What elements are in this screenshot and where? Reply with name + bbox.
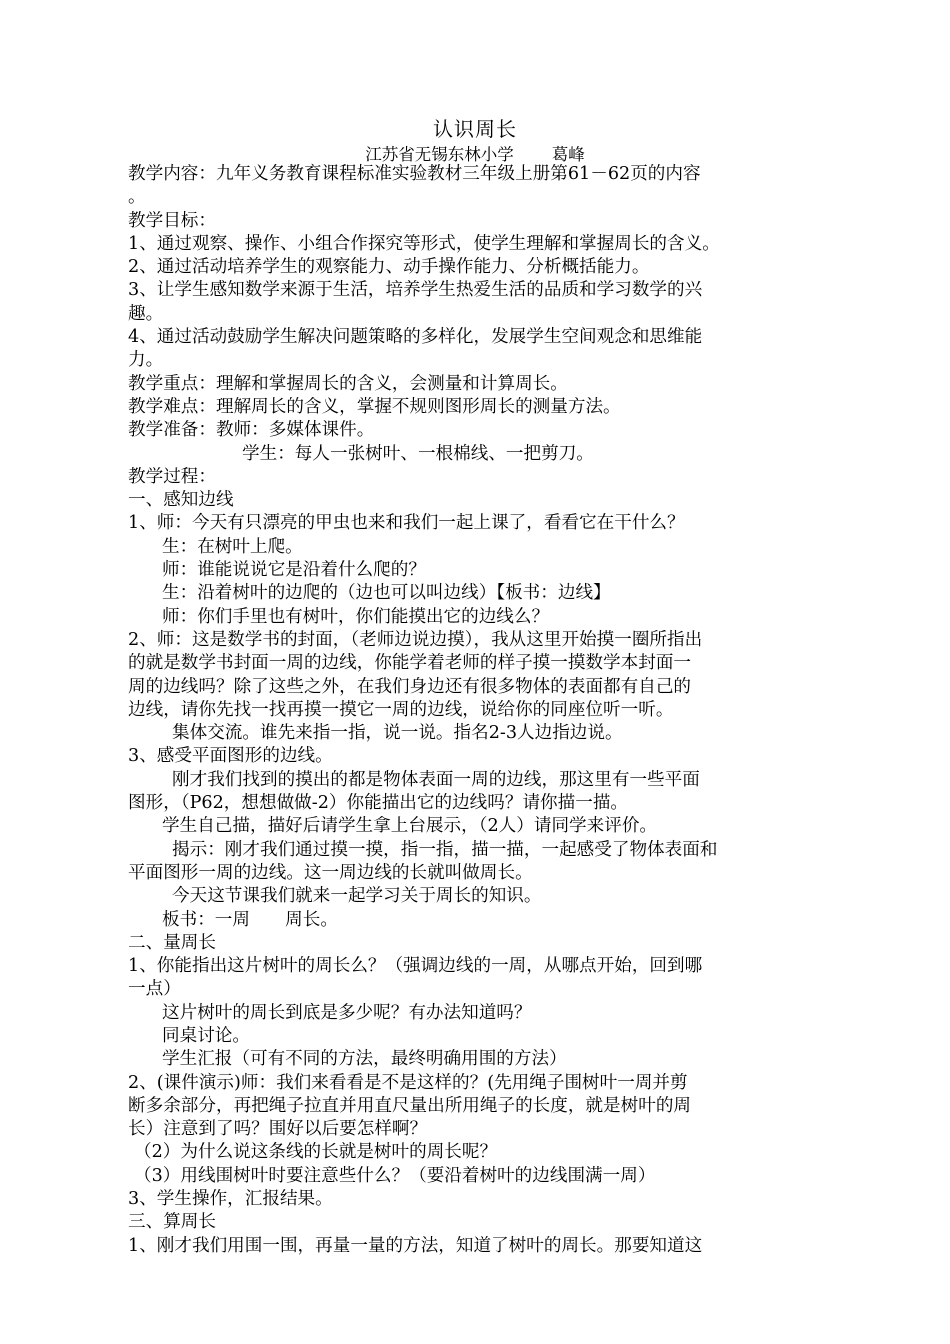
text-line: 断多余部分，再把绳子拉直并用直尺量出所用绳子的长度，就是树叶的周 bbox=[128, 1095, 692, 1116]
text-line: 平面图形一周的边线。这一周边线的长就叫做周长。 bbox=[128, 862, 533, 883]
text-line: 师：你们手里也有树叶，你们能摸出它的边线么？ bbox=[162, 606, 550, 627]
document-body bbox=[128, 163, 840, 1258]
author-school: 江苏省无锡东林小学 bbox=[365, 145, 514, 164]
text-line: 刚才我们找到的摸出的都是物体表面一周的边线，那这里有一些平面 bbox=[172, 769, 700, 790]
text-line: 板书：一周 周长。 bbox=[162, 909, 338, 930]
text-line: 生：沿着树叶的边爬的（边也可以叫边线）【板书：边线】 bbox=[162, 583, 611, 604]
text-line: 师：谁能说说它是沿着什么爬的？ bbox=[162, 560, 426, 581]
text-line: 揭示：刚才我们通过摸一摸，指一指，描一描，一起感受了物体表面和 bbox=[172, 839, 718, 860]
text-line: 二、量周长 bbox=[128, 932, 216, 953]
text-line: 教学难点：理解周长的含义，掌握不规则图形周长的测量方法。 bbox=[128, 396, 621, 417]
text-line: 一点） bbox=[128, 979, 181, 1000]
text-line: 三、算周长 bbox=[128, 1212, 216, 1233]
text-line: 同桌讨论。 bbox=[162, 1025, 250, 1046]
text-line: 3、让学生感知数学来源于生活，培养学生热爱生活的品质和学习数学的兴 bbox=[128, 280, 703, 301]
text-line: 力。 bbox=[128, 350, 164, 371]
text-line: 1、师：今天有只漂亮的甲虫也来和我们一起上课了，看看它在干什么？ bbox=[128, 513, 685, 534]
text-line: 生：在树叶上爬。 bbox=[162, 536, 303, 557]
text-line: 长）注意到了吗？围好以后要怎样啊？ bbox=[128, 1119, 428, 1140]
text-line: 3、学生操作，汇报结果。 bbox=[128, 1189, 333, 1210]
text-line: 4、通过活动鼓励学生解决问题策略的多样化，发展学生空间观念和思维能 bbox=[128, 327, 703, 348]
text-line: 1、刚才我们用围一围，再量一量的方法，知道了树叶的周长。那要知道这 bbox=[128, 1235, 703, 1256]
text-line: 1、通过观察、操作、小组合作探究等形式，使学生理解和掌握周长的含义。 bbox=[128, 233, 720, 254]
text-line: 的就是数学书封面一周的边线，你能学着老师的样子摸一摸数学本封面一 bbox=[128, 653, 692, 674]
document-title: 认识周长 bbox=[433, 117, 517, 141]
text-line: （3）用线围树叶时要注意些什么？（要沿着树叶的边线围满一周） bbox=[134, 1165, 656, 1186]
text-line: 教学过程： bbox=[128, 466, 216, 487]
text-line: 教学目标： bbox=[128, 210, 216, 231]
text-line: 教学内容：九年义务教育课程标准实验教材三年级上册第61－62页的内容 bbox=[128, 164, 701, 184]
text-line: 学生：每人一张树叶、一根棉线、一把剪刀。 bbox=[242, 443, 594, 464]
text-line: 周的边线吗？除了这些之外，在我们身边还有很多物体的表面都有自己的 bbox=[128, 676, 692, 697]
text-line: 一、感知边线 bbox=[128, 490, 234, 511]
text-line: 2、师：这是数学书的封面，（老师边说边摸），我从这里开始摸一圈所指出 bbox=[128, 629, 703, 650]
text-line: 这片树叶的周长到底是多少呢？有办法知道吗？ bbox=[162, 1002, 532, 1023]
text-line: 今天这节课我们就来一起学习关于周长的知识。 bbox=[172, 886, 542, 907]
text-line: 2、通过活动培养学生的观察能力、动手操作能力、分析概括能力。 bbox=[128, 257, 650, 278]
text-line: （2）为什么说这条线的长就是树叶的周长呢？ bbox=[134, 1142, 498, 1163]
text-line: 学生汇报（可有不同的方法，最终明确用围的方法） bbox=[162, 1049, 567, 1070]
text-line: 。 bbox=[128, 187, 146, 208]
text-line: 边线，请你先找一找再摸一摸它一周的边线，说给你的同座位听一听。 bbox=[128, 699, 674, 720]
text-line: 1、你能指出这片树叶的周长么？（强调边线的一周，从哪点开始，回到哪 bbox=[128, 956, 703, 977]
text-line: 集体交流。谁先来指一指，说一说。指名2-3人边指边说。 bbox=[172, 723, 623, 744]
author-line bbox=[0, 141, 950, 165]
text-line: 教学重点：理解和掌握周长的含义，会测量和计算周长。 bbox=[128, 373, 568, 394]
text-line: 学生自己描，描好后请学生拿上台展示，（2人）请同学来评价。 bbox=[162, 816, 658, 837]
text-line: 趣。 bbox=[128, 303, 164, 324]
text-line: 3、感受平面图形的边线。 bbox=[128, 746, 333, 767]
author-name: 葛峰 bbox=[551, 145, 585, 164]
text-line: 2、(课件演示)师：我们来看看是不是这样的？(先用绳子围树叶一周并剪 bbox=[128, 1072, 688, 1093]
text-line: 图形，（P62，想想做做-2）你能描出它的边线吗？请你描一描。 bbox=[128, 793, 629, 814]
text-line: 教学准备：教师：多媒体课件。 bbox=[128, 420, 375, 441]
